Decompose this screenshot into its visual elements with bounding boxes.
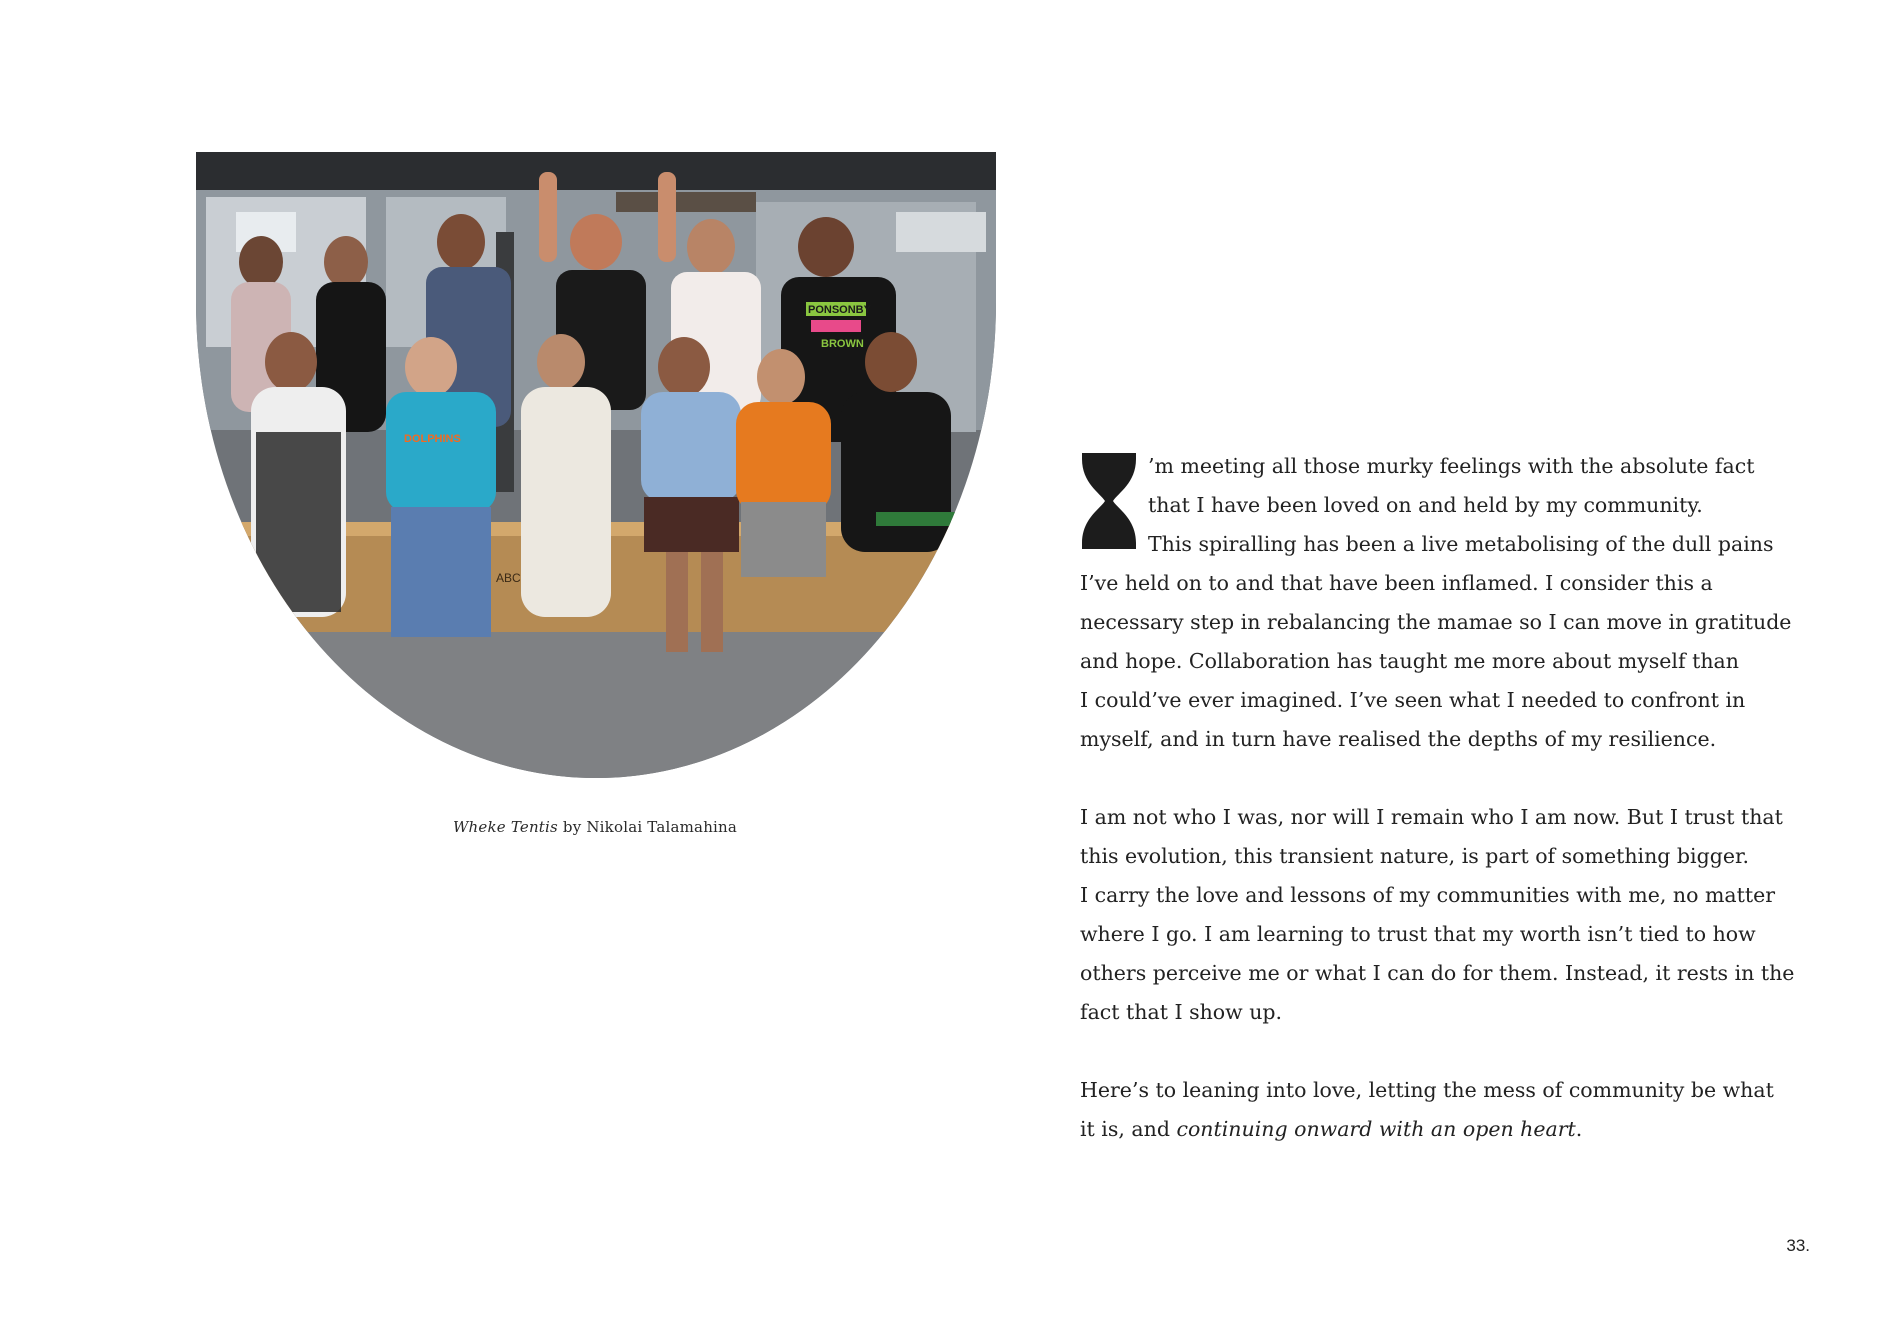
crate-text-abc: ABC xyxy=(496,571,521,585)
caption-credit: by Nikolai Talamahina xyxy=(557,818,738,836)
para1-line-6: and hope. Collaboration has taught me more about myself than xyxy=(1080,649,1739,673)
para2-line-3: I carry the love and lessons of my communities with me, no matter xyxy=(1080,883,1776,907)
para3-line-1: Here’s to leaning into love, letting the mess of community be what xyxy=(1080,1078,1774,1102)
para1-line-1: ’m meeting all those murky feelings with the absolute fact xyxy=(1148,454,1755,478)
para3-line-2 xyxy=(1080,1110,1800,1149)
para1-line-2: that I have been loved on and held by my community. xyxy=(1148,493,1703,517)
para3-line-2-end: . xyxy=(1575,1117,1583,1141)
shirt-text-brown: BROWN xyxy=(821,338,864,350)
para3-line-2-italic: continuing onward with an open heart xyxy=(1176,1117,1576,1141)
shirt-text-ponsonby: PONSONBY xyxy=(808,304,871,316)
para2-line-4: where I go. I am learning to trust that my worth isn’t tied to how xyxy=(1080,922,1756,946)
group-photo-image xyxy=(196,152,996,778)
para2-line-6: fact that I show up. xyxy=(1080,1000,1283,1024)
para1-line-8: myself, and in turn have realised the depths of my resilience. xyxy=(1080,727,1717,751)
shirt-text-dolphins: DOLPHINS xyxy=(404,433,461,445)
drop-cap xyxy=(1080,453,1138,549)
para2-line-5: others perceive me or what I can do for them. Instead, it rests in the xyxy=(1080,961,1795,985)
paragraph-2 xyxy=(1080,798,1800,1032)
para3-line-2-start: it is, and xyxy=(1080,1117,1177,1141)
para2-line-1: I am not who I was, nor will I remain who I am now. But I trust that xyxy=(1080,805,1783,829)
group-photo xyxy=(196,152,996,778)
paragraph-3 xyxy=(1080,1071,1800,1149)
photo-caption xyxy=(420,818,770,836)
para1-line-3: This spiralling has been a live metabolising of the dull pains xyxy=(1148,532,1774,556)
paragraph-1 xyxy=(1080,447,1800,759)
body-text xyxy=(1080,447,1800,1149)
para1-line-7: I could’ve ever imagined. I’ve seen what I needed to confront in xyxy=(1080,688,1746,712)
caption-title: Wheke Tentis xyxy=(452,818,558,836)
para1-line-5: necessary step in rebalancing the mamae so I can move in gratitude xyxy=(1080,610,1792,634)
para1-line-4: I’ve held on to and that have been inflamed. I consider this a xyxy=(1080,571,1713,595)
para2-line-2: this evolution, this transient nature, is part of something bigger. xyxy=(1080,844,1750,868)
page-number: 33. xyxy=(1786,1236,1810,1255)
